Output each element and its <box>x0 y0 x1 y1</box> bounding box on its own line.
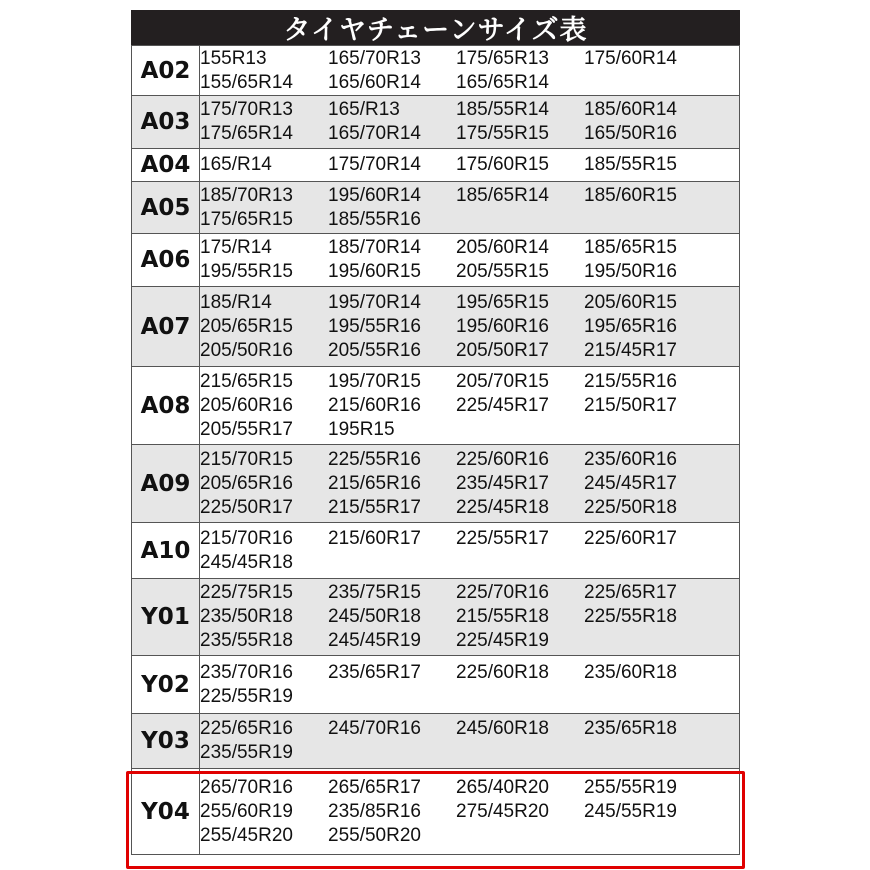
table-row <box>132 287 740 367</box>
tire-size: 225/60R16 <box>456 448 549 470</box>
table-row <box>132 656 740 714</box>
tire-sizes-cell <box>200 579 740 656</box>
tire-size-list <box>200 776 739 848</box>
table-row <box>132 149 740 182</box>
tire-size: 235/55R19 <box>200 742 293 763</box>
tire-size: 245/50R18 <box>328 606 421 627</box>
tire-size: 205/60R16 <box>200 394 293 416</box>
tire-size: 245/45R19 <box>328 630 421 651</box>
size-table-body <box>132 46 740 855</box>
tire-size: 225/60R18 <box>456 661 549 683</box>
tire-size: 205/55R16 <box>328 339 421 361</box>
tire-size: 205/55R15 <box>456 261 549 282</box>
tire-size: 235/45R17 <box>456 472 549 494</box>
chain-code-cell: A04 <box>132 149 200 182</box>
chain-code-cell: Y04 <box>132 769 200 855</box>
tire-size: 235/60R18 <box>584 661 677 683</box>
tire-size: 185/55R15 <box>584 154 677 175</box>
chain-code-cell: A08 <box>132 367 200 445</box>
tire-size-list <box>200 47 739 95</box>
tire-size-list <box>200 581 739 653</box>
tire-size: 165/R14 <box>200 154 272 175</box>
chart-title: タイヤチェーンサイズ表 <box>131 10 740 45</box>
tire-size-list <box>200 717 739 765</box>
tire-size: 195/50R16 <box>584 261 677 282</box>
tire-size: 195R15 <box>328 418 395 440</box>
chain-code-cell: A02 <box>132 46 200 96</box>
tire-size: 215/55R17 <box>328 496 421 518</box>
tire-size: 265/65R17 <box>328 776 421 798</box>
tire-size: 155/65R14 <box>200 71 293 93</box>
tire-size-list <box>200 448 739 520</box>
tire-size: 235/85R16 <box>328 800 421 822</box>
tire-size: 215/60R17 <box>328 527 421 549</box>
tire-size: 225/55R18 <box>584 606 677 627</box>
tire-size: 235/70R16 <box>200 661 293 683</box>
tire-sizes-cell <box>200 656 740 714</box>
tire-size: 265/40R20 <box>456 776 549 798</box>
tire-chain-size-chart <box>131 10 740 855</box>
tire-size: 225/55R16 <box>328 448 421 470</box>
chain-code-cell: Y02 <box>132 656 200 714</box>
tire-sizes-cell <box>200 234 740 287</box>
tire-size: 185/60R15 <box>584 184 677 206</box>
tire-sizes-cell <box>200 523 740 579</box>
tire-size: 205/65R15 <box>200 315 293 337</box>
tire-sizes-cell <box>200 287 740 367</box>
tire-sizes-cell <box>200 714 740 769</box>
tire-size: 225/45R19 <box>456 630 549 651</box>
tire-size: 215/65R15 <box>200 370 293 392</box>
chain-code-cell: A09 <box>132 445 200 523</box>
tire-size-list <box>200 153 739 177</box>
tire-sizes-cell <box>200 182 740 234</box>
tire-size: 185/55R16 <box>328 208 421 230</box>
chain-code-cell: A03 <box>132 96 200 149</box>
table-row <box>132 523 740 579</box>
tire-size: 255/50R20 <box>328 824 421 846</box>
tire-size: 245/70R16 <box>328 718 421 739</box>
tire-size: 215/70R16 <box>200 527 293 549</box>
tire-size: 195/60R14 <box>328 184 421 206</box>
tire-size: 225/45R17 <box>456 394 549 416</box>
table-row <box>132 96 740 149</box>
tire-size: 175/60R15 <box>456 154 549 175</box>
table-row <box>132 234 740 287</box>
tire-size: 265/70R16 <box>200 776 293 798</box>
tire-size: 195/55R16 <box>328 315 421 337</box>
tire-size: 205/60R14 <box>456 237 549 258</box>
tire-size: 185/70R13 <box>200 184 293 206</box>
chain-code-cell: Y03 <box>132 714 200 769</box>
tire-size: 195/55R15 <box>200 261 293 282</box>
tire-size: 235/55R18 <box>200 630 293 651</box>
tire-size: 165/70R13 <box>328 47 421 69</box>
tire-size: 225/55R19 <box>200 685 293 707</box>
tire-size: 205/60R15 <box>584 291 677 313</box>
tire-size: 235/75R15 <box>328 582 421 603</box>
tire-size: 155R13 <box>200 47 267 69</box>
tire-size: 185/R14 <box>200 291 272 313</box>
tire-size: 225/65R17 <box>584 582 677 603</box>
tire-size: 175/60R14 <box>584 47 677 69</box>
tire-size: 225/50R17 <box>200 496 293 518</box>
table-row <box>132 182 740 234</box>
tire-size: 255/45R20 <box>200 824 293 846</box>
tire-size: 165/R13 <box>328 99 400 120</box>
tire-size: 165/60R14 <box>328 71 421 93</box>
tire-sizes-cell <box>200 769 740 855</box>
size-table <box>131 45 740 855</box>
tire-size: 215/45R17 <box>584 339 677 361</box>
tire-size: 215/65R16 <box>328 472 421 494</box>
tire-size: 185/65R14 <box>456 184 549 206</box>
tire-size: 195/65R15 <box>456 291 549 313</box>
tire-size: 165/65R14 <box>456 71 549 93</box>
tire-size: 185/65R15 <box>584 237 677 258</box>
tire-size: 175/55R15 <box>456 123 549 144</box>
tire-size: 175/70R14 <box>328 154 421 175</box>
tire-sizes-cell <box>200 445 740 523</box>
tire-size: 205/70R15 <box>456 370 549 392</box>
tire-size: 215/55R16 <box>584 370 677 392</box>
tire-size: 225/65R16 <box>200 718 293 739</box>
tire-size-list <box>200 184 739 232</box>
tire-size: 205/50R17 <box>456 339 549 361</box>
tire-size: 245/55R19 <box>584 800 677 822</box>
chain-code-cell: A05 <box>132 182 200 234</box>
table-row <box>132 579 740 656</box>
tire-size: 255/55R19 <box>584 776 677 798</box>
tire-size: 215/50R17 <box>584 394 677 416</box>
tire-size: 195/70R14 <box>328 291 421 313</box>
tire-size-list <box>200 370 739 442</box>
tire-size: 275/45R20 <box>456 800 549 822</box>
table-row <box>132 769 740 855</box>
tire-size: 215/55R18 <box>456 606 549 627</box>
tire-size: 245/60R18 <box>456 718 549 739</box>
tire-size-list <box>200 98 739 146</box>
tire-sizes-cell <box>200 149 740 182</box>
tire-size: 205/65R16 <box>200 472 293 494</box>
tire-size: 195/65R16 <box>584 315 677 337</box>
tire-size: 245/45R17 <box>584 472 677 494</box>
tire-size: 235/65R18 <box>584 718 677 739</box>
tire-size: 215/70R15 <box>200 448 293 470</box>
tire-size: 225/60R17 <box>584 527 677 549</box>
tire-sizes-cell <box>200 46 740 96</box>
tire-size: 225/75R15 <box>200 582 293 603</box>
tire-size-list <box>200 527 739 575</box>
tire-size: 165/70R14 <box>328 123 421 144</box>
tire-size: 195/70R15 <box>328 370 421 392</box>
tire-size: 235/60R16 <box>584 448 677 470</box>
tire-size: 175/R14 <box>200 237 272 258</box>
tire-size: 225/70R16 <box>456 582 549 603</box>
tire-size: 185/60R14 <box>584 99 677 120</box>
tire-size: 195/60R16 <box>456 315 549 337</box>
tire-size: 175/65R15 <box>200 208 293 230</box>
tire-size-list <box>200 661 739 709</box>
tire-sizes-cell <box>200 96 740 149</box>
tire-size: 225/50R18 <box>584 496 677 518</box>
table-row <box>132 367 740 445</box>
chain-code-cell: A06 <box>132 234 200 287</box>
tire-size: 175/65R14 <box>200 123 293 144</box>
tire-size: 215/60R16 <box>328 394 421 416</box>
tire-size: 245/45R18 <box>200 551 293 573</box>
tire-size: 205/50R16 <box>200 339 293 361</box>
chain-code-cell: A10 <box>132 523 200 579</box>
tire-size: 205/55R17 <box>200 418 293 440</box>
tire-size: 235/65R17 <box>328 661 421 683</box>
tire-size: 185/55R14 <box>456 99 549 120</box>
tire-size: 165/50R16 <box>584 123 677 144</box>
tire-size: 175/70R13 <box>200 99 293 120</box>
table-row <box>132 714 740 769</box>
tire-size-list <box>200 291 739 363</box>
tire-size: 255/60R19 <box>200 800 293 822</box>
chain-code-cell: A07 <box>132 287 200 367</box>
tire-size-list <box>200 236 739 284</box>
tire-size: 185/70R14 <box>328 237 421 258</box>
tire-size: 225/45R18 <box>456 496 549 518</box>
tire-size: 225/55R17 <box>456 527 549 549</box>
tire-sizes-cell <box>200 367 740 445</box>
tire-size: 195/60R15 <box>328 261 421 282</box>
tire-size: 175/65R13 <box>456 47 549 69</box>
table-row <box>132 46 740 96</box>
tire-size: 235/50R18 <box>200 606 293 627</box>
chain-code-cell: Y01 <box>132 579 200 656</box>
table-row <box>132 445 740 523</box>
